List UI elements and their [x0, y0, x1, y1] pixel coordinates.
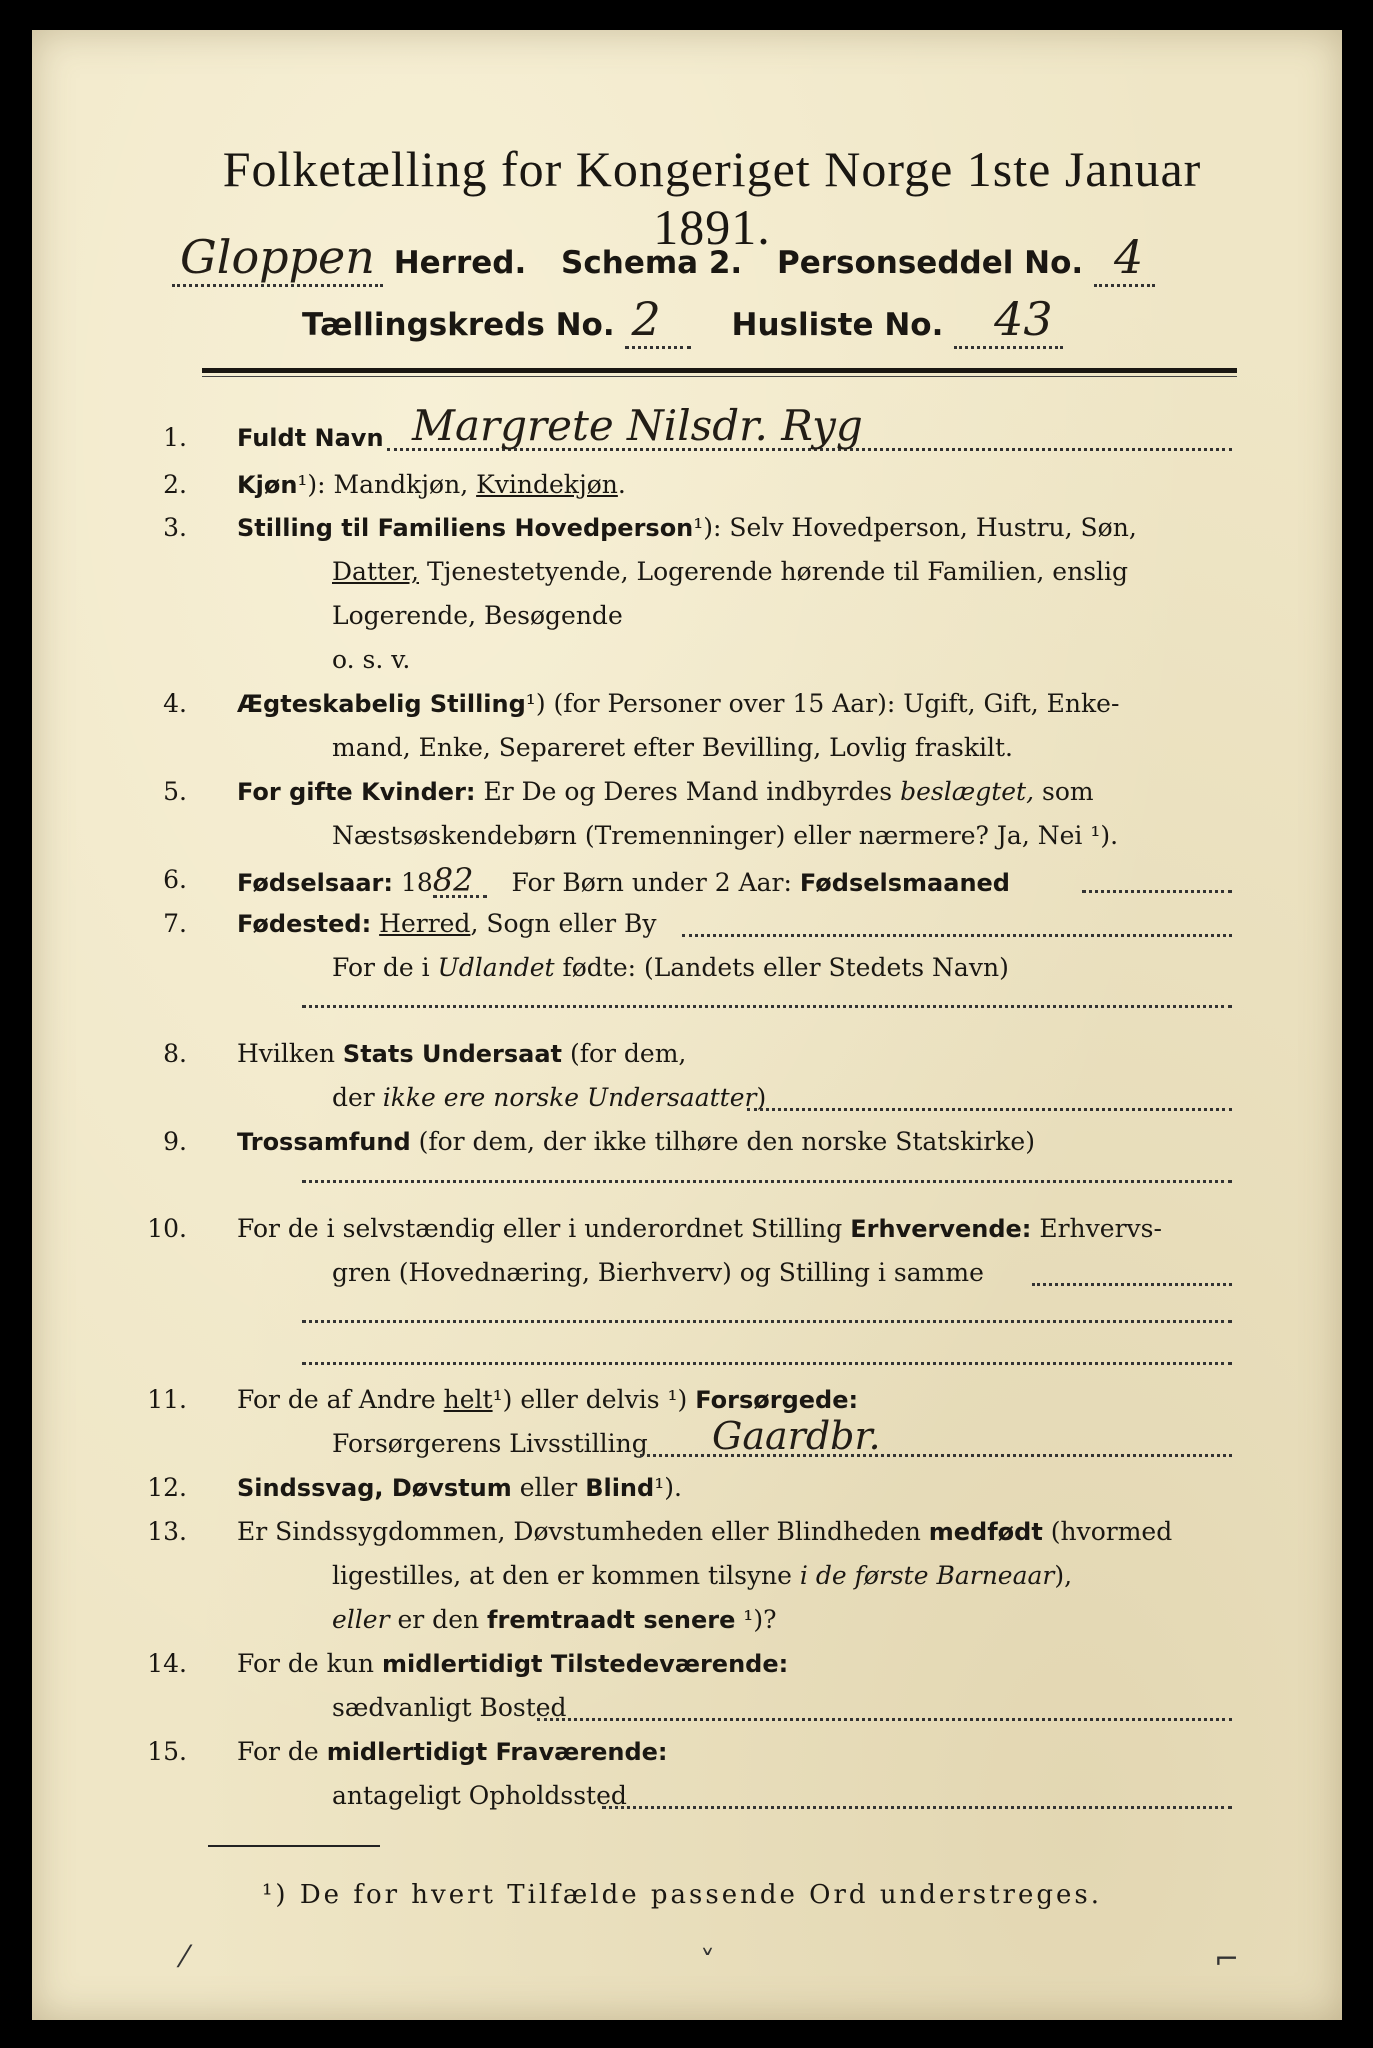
item-5-line-2: Næstsøskendebørn (Tremenninger) eller nærmere? Ja, Nei ¹).: [332, 821, 1119, 850]
item-text: Hvilken: [237, 1039, 343, 1068]
ink-mark: ˅: [700, 1945, 715, 1980]
item-text: For de kun: [237, 1649, 382, 1678]
item-text: (for dem,: [562, 1039, 687, 1068]
item-number: 11.: [147, 1385, 187, 1414]
name-value: Margrete Nilsdr. Ryg: [412, 401, 863, 450]
item-3-line-3: Logerende, Besøgende: [332, 601, 623, 630]
item-label: midlertidigt Tilstedeværende:: [381, 1650, 789, 1678]
item-text: For de: [237, 1737, 327, 1766]
census-form: [32, 30, 1342, 2020]
selected-option: Kvindekjøn: [476, 470, 618, 499]
birth-month-line: [1082, 890, 1232, 893]
kreds-label: Tællingskreds No.: [302, 307, 615, 343]
item-text: eller: [332, 1605, 390, 1634]
item-text: ¹) eller delvis ¹): [492, 1385, 696, 1414]
selected-option: Datter,: [332, 557, 419, 586]
item-7-line-2: [332, 953, 1009, 983]
item-number: 13.: [147, 1517, 187, 1546]
item-label: Stilling til Familiens Hovedperson: [237, 514, 694, 542]
item-label: Fødselsmaaned: [799, 869, 1010, 897]
item-text: ¹).: [654, 1473, 682, 1502]
item-label: Fødselsaar:: [237, 869, 393, 897]
item-label: Sindssvag, Døvstum: [237, 1474, 512, 1502]
ink-mark: ⁄: [182, 1940, 188, 1975]
item-number: 4.: [163, 689, 187, 718]
selected-option: helt: [443, 1385, 493, 1414]
item-label: Erhvervende:: [850, 1215, 1032, 1243]
item-number: 1.: [163, 423, 187, 452]
item-text: ¹): Mandkjøn,: [297, 470, 477, 499]
item-number: 2.: [163, 470, 187, 499]
item-number: 15.: [147, 1737, 187, 1766]
item-text: der: [332, 1083, 383, 1112]
selected-option: Herred: [379, 909, 471, 938]
item-text: (hvormed: [1042, 1517, 1173, 1546]
citizenship-line: [747, 1108, 1232, 1111]
item-text: Udlandet: [437, 953, 555, 982]
item-3-line-2: [332, 557, 1128, 587]
schema-label: Schema 2.: [561, 245, 743, 281]
occupation-line-2: [302, 1320, 1232, 1323]
item-text: beslægtet,: [900, 777, 1035, 806]
item-label: Trossamfund: [237, 1128, 411, 1156]
item-label: medfødt: [928, 1518, 1043, 1546]
item-number: 8.: [163, 1039, 187, 1068]
item-text: ): [756, 1083, 767, 1112]
birth-year-value: 82: [433, 865, 488, 898]
item-text: er den: [389, 1605, 488, 1634]
item-text: ¹) (for Personer over 15 Aar): Ugift, Gift, Enke-: [525, 689, 1120, 718]
item-label: midlertidigt Fraværende:: [326, 1738, 668, 1766]
item-13-line-3: [332, 1605, 777, 1635]
item-label: gifte Kvinder:: [289, 778, 476, 806]
probable-residence-line: [602, 1806, 1232, 1809]
item-label: Blind: [585, 1474, 655, 1502]
provider-occupation-value: Gaardbr.: [712, 1414, 881, 1458]
item-number: 5.: [163, 777, 187, 806]
footnote: ¹) De for hvert Tilfælde passende Ord understreges.: [262, 1880, 1103, 1910]
item-text: For Børn under 2 Aar:: [511, 868, 800, 897]
item-number: 12.: [147, 1473, 187, 1502]
item-text: ikke ere norske Undersaatter: [382, 1083, 757, 1112]
item-number: 10.: [147, 1214, 187, 1243]
ink-mark: ⌐: [1214, 1942, 1240, 1977]
item-8-line-2: [332, 1083, 766, 1113]
item-text: i de første Barneaar: [799, 1561, 1055, 1590]
item-label: Kjøn: [237, 471, 298, 499]
item-label: Stats Undersaat: [342, 1040, 563, 1068]
usual-residence-line: [537, 1718, 1232, 1721]
herred-line: [172, 230, 1155, 287]
item-text: , Sogn eller By: [470, 909, 657, 938]
header-rule-thin: [202, 376, 1237, 377]
item-number: 9.: [163, 1127, 187, 1156]
item-text: Erhvervs-: [1031, 1214, 1162, 1243]
item-15-line-2: antageligt Opholdssted: [332, 1781, 627, 1810]
item-text: eller: [511, 1473, 586, 1502]
item-text: Er De og Deres Mand indbyrdes: [475, 777, 901, 806]
item-text: fødte: (Landets eller Stedets Navn): [554, 953, 1009, 982]
item-number: 7.: [163, 909, 187, 938]
personseddel-value: 4: [1094, 230, 1155, 287]
item-text: ¹)?: [735, 1605, 777, 1634]
foreign-birthplace-line: [302, 1005, 1232, 1008]
item-number: 14.: [147, 1649, 187, 1678]
item-text: ),: [1054, 1561, 1073, 1590]
item-number: 3.: [163, 513, 187, 542]
form-title: Folketælling for Kongeriget Norge 1ste Januar 1891.: [222, 141, 1202, 255]
item-10-line-2: gren (Hovednæring, Bierhverv) og Stilling i samme: [332, 1258, 984, 1287]
kreds-line: [302, 292, 1063, 349]
item-text: For de i selvstændig eller i underordnet Stilling: [237, 1214, 851, 1243]
item-14-line-2: sædvanligt Bosted: [332, 1693, 567, 1722]
item-label: fremtraadt senere: [487, 1606, 736, 1634]
religion-line: [302, 1180, 1232, 1183]
item-text: ¹): Selv Hovedperson, Hustru, Søn,: [693, 513, 1137, 542]
item-label: Forsørgede:: [695, 1386, 859, 1414]
husliste-value: 43: [954, 292, 1063, 349]
husliste-label: Husliste No.: [731, 307, 944, 343]
item-label: Fødested:: [237, 910, 372, 938]
item-text: Tjenestetyende, Logerende hørende til Familien, enslig: [419, 557, 1129, 586]
item-label: For: [237, 778, 290, 806]
item-text: (for dem, der ikke tilhøre den norske Statskirke): [410, 1127, 1035, 1156]
kreds-value: 2: [625, 292, 690, 349]
item-3-line-4: o. s. v.: [332, 645, 411, 674]
item-text: .: [617, 470, 626, 499]
footnote-rule: [208, 1845, 380, 1847]
item-11-line-2: Forsørgerens Livsstilling: [332, 1429, 648, 1458]
occupation-line-1: [1032, 1283, 1232, 1286]
personseddel-label: Personseddel No.: [777, 245, 1084, 281]
item-label: Ægteskabelig Stilling: [237, 690, 526, 718]
item-text: Er Sindssygdommen, Døvstumheden eller Blindheden: [237, 1517, 929, 1546]
item-text: 18: [393, 868, 433, 897]
herred-label: Herred.: [393, 245, 527, 281]
item-label: Fuldt Navn: [237, 424, 384, 452]
occupation-line-3: [302, 1362, 1232, 1365]
item-text: som: [1034, 777, 1094, 806]
birthplace-line: [682, 934, 1232, 937]
item-13-line-2: [332, 1561, 1072, 1591]
item-number: 6.: [163, 865, 187, 894]
item-text: For de af Andre: [237, 1385, 444, 1414]
herred-value: Gloppen: [172, 230, 383, 287]
header-rule: [202, 368, 1237, 373]
item-4-line-2: mand, Enke, Separeret efter Bevilling, Lovlig fraskilt.: [332, 733, 1013, 762]
item-text: ligestilles, at den er kommen tilsyne: [332, 1561, 800, 1590]
item-text: For de i: [332, 953, 438, 982]
